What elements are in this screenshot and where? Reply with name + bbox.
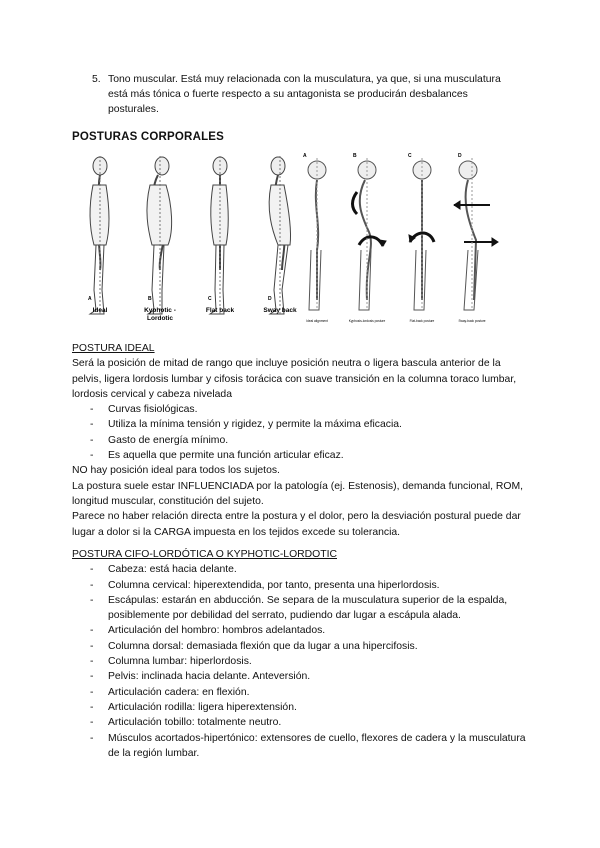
left-figure-caption: Ideal: [92, 307, 108, 314]
cifo-bullet-item: - Músculos acortados-hipertónico: extensores de cuello, flexores de cadera y la musculatura de la región lumbar.: [72, 731, 532, 762]
diagram-ideal-alignment: [308, 158, 326, 310]
skeleton-sway-back: [269, 156, 290, 314]
numbered-item-5: [92, 72, 512, 117]
item-text: Tono muscular. Está muy relacionada con la musculatura, ya que, si una musculatura está más tónica o fuerte respecto a su antagonista se producirán desbalances posturales.: [108, 74, 501, 115]
right-figure-caption: Sway-back posture: [458, 319, 486, 323]
postura-cifo-heading: POSTURA CIFO-LORDÓTICA O KYPHOTIC-LORDOTIC: [72, 549, 337, 560]
diagram-flat-back: [409, 158, 434, 310]
cifo-bullet-item: - Escápulas: estarán en abducción. Se separa de la musculatura superior de la espalda, posiblemente por debilidad del serrato, pudiendo dar lugar a escápula alada.: [72, 593, 532, 624]
right-figure-caption: Flat-back posture: [409, 319, 435, 323]
postura-ideal-bullets: [72, 402, 532, 463]
postura-ideal-paragraph: Será la posición de mitad de rango que incluye posición neutra o ligera bascula anterior de la pelvis, ligera lordosis lumbar y cifosis torácica con suave transición en la columna toraco lumbar, lordosis cervical y cabeza nivelada: [72, 358, 517, 400]
left-posture-panel: [90, 156, 291, 314]
ideal-bullet-item: - Gasto de energía mínimo.: [72, 433, 532, 448]
postura-ideal-note: NO hay posición ideal para todos los sujetos.: [72, 465, 280, 477]
left-figure-letter: B: [148, 296, 152, 302]
section-postura-ideal: [72, 341, 532, 540]
diagram-sway-back: [454, 158, 498, 310]
ideal-bullet-item: - Utiliza la mínima tensión y rigidez, y permite la máxima eficacia.: [72, 417, 532, 432]
diagram-kyphosis-lordosis: [353, 158, 387, 310]
left-figure-caption: Lordotic: [147, 315, 173, 322]
left-figure-caption: Sway back: [263, 307, 297, 314]
cifo-bullet-item: - Articulación tobillo: totalmente neutro.: [72, 715, 532, 730]
cifo-bullet-item: - Columna dorsal: demasiada flexión que da lugar a una hipercifosis.: [72, 639, 532, 654]
right-panel-labels: [303, 153, 486, 323]
ideal-bullet-item: - Es aquella que permite una función articular eficaz.: [72, 448, 532, 463]
section-title: POSTURAS CORPORALES: [72, 131, 225, 143]
right-figure-caption: Ideal alignment: [306, 319, 328, 323]
postura-ideal-notes: [72, 463, 532, 539]
right-figure-letter: C: [408, 153, 412, 159]
item-number: 5.: [92, 74, 101, 85]
cifo-bullet-item: - Articulación rodilla: ligera hiperextensión.: [72, 700, 532, 715]
postura-cifo-bullets: [72, 562, 532, 761]
cifo-bullet-item: - Pelvis: inclinada hacia delante. Anteversión.: [72, 669, 532, 684]
left-figure-letter: A: [88, 296, 92, 302]
cifo-bullet-item: - Cabeza: está hacia delante.: [72, 562, 532, 577]
posture-figure: [80, 150, 510, 328]
cifo-bullet-item: - Articulación del hombro: hombros adelantados.: [72, 623, 532, 638]
skeleton-flat-back: [210, 156, 228, 314]
left-figure-letter: C: [208, 296, 212, 302]
postura-ideal-note: Parece no haber relación directa entre la postura y el dolor, pero la desviación postural puede dar lugar a dolor si la CARGA impuesta en los tejidos excede su tolerancia.: [72, 511, 521, 538]
cifo-bullet-item: - Columna cervical: hiperextendida, por tanto, presenta una hiperlordosis.: [72, 578, 532, 593]
left-panel-labels: [88, 296, 297, 322]
section-postura-cifo: [72, 547, 532, 761]
right-figure-caption: Kyphosis-lordosis posture: [348, 319, 386, 323]
cifo-bullet-item: - Articulación cadera: en flexión.: [72, 685, 532, 700]
cifo-bullet-item: - Columna lumbar: hiperlordosis.: [72, 654, 532, 669]
postura-ideal-note: La postura suele estar INFLUENCIADA por la patología (ej. Estenosis), demanda funcional, ROM, longitud muscular, constitución del sujeto.: [72, 480, 524, 507]
skeleton-ideal: [90, 156, 109, 314]
right-figure-letter: D: [458, 153, 462, 159]
left-figure-caption: Kyphotic -: [144, 307, 176, 314]
right-figure-letter: B: [353, 153, 357, 159]
left-figure-caption: Flat back: [205, 307, 235, 314]
postura-ideal-heading: POSTURA IDEAL: [72, 343, 155, 354]
skeleton-kyphotic-lordotic: [147, 156, 172, 314]
ideal-bullet-item: - Curvas fisiológicas.: [72, 402, 532, 417]
left-figure-letter: D: [268, 296, 272, 302]
right-posture-panel: [308, 158, 498, 310]
right-figure-letter: A: [303, 153, 307, 159]
